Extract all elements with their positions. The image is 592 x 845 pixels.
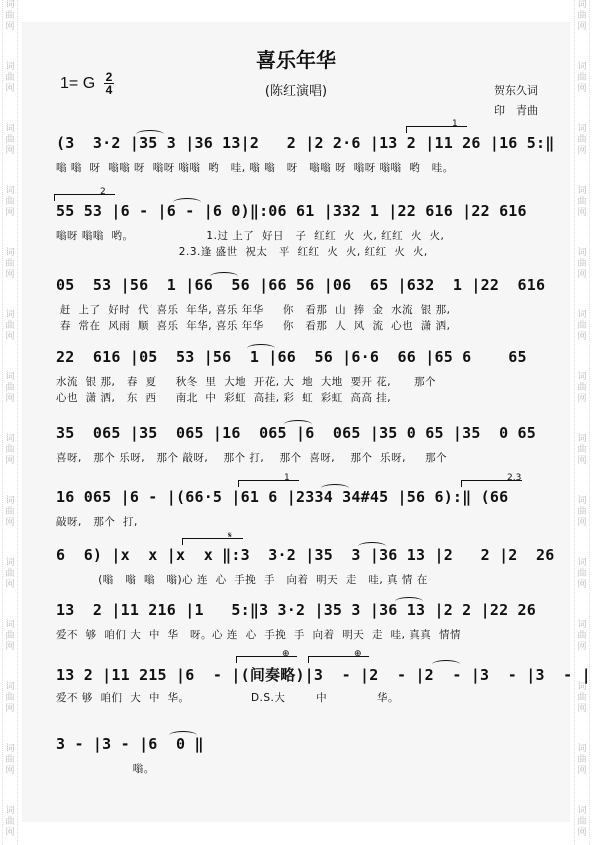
lyric-line: 赶 上了 好时 代 喜乐 年华, 喜乐 年华 你 看那 山 捧 金 水流 银 那, [56,304,451,316]
slur-arc [432,660,460,669]
score-system [56,424,546,484]
watermark-glyph: 词 曲 网 [5,372,15,404]
watermark-glyph: 词 曲 网 [577,62,587,94]
score-system [56,187,546,262]
time-numerator: 2 [105,70,113,84]
notation-line: 6 6) |x x |x x ‖:3 3·2 |35 3 |36 13 |2 2 |2 26 [56,546,564,564]
lyric-line: 爱不 够 咱们 大 中 华 呀。心 连 心 手挽 手 向着 明天 走 哇, 真真 情情 [56,629,461,641]
watermark-glyph: 词 曲 网 [577,496,587,528]
singer-credit: (陈红演唱) [264,84,328,99]
volta-bracket [54,194,115,201]
score-mark: ⊕ [354,649,362,659]
lyric-line: 嗡 嗡 呀 嗡嗡 呀 嗡呀 嗡嗡 哟 哇, 嗡 嗡 呀 嗡嗡 呀 嗡呀 嗡嗡 哟 哇。 [56,162,454,174]
watermark-glyph: 词 曲 网 [577,310,587,342]
song-title: 喜乐年华 [256,48,336,72]
lyric-line: 嗡。 [56,763,155,775]
watermark-glyph: 词 曲 网 [5,310,15,342]
notation-line: 05 53 |56 1 |66 56 |66 56 |06 65 |632 1 |22 616 [56,276,555,294]
notation-line: 35 065 |35 065 |16 065 |6 065 |35 0 65 |35 0 65 [56,424,546,442]
watermark-glyph: 词 曲 网 [577,0,587,32]
watermark-glyph: 词 曲 网 [577,806,587,838]
notation-line: (3 3·2 |35 3 |36 13|2 2 |2 2·6 |13 2 |11 26 |16 5:‖ [56,134,555,152]
watermark-glyph: 词 曲 网 [5,124,15,156]
slur-arc [210,272,238,281]
score-system [56,119,555,194]
lyric-line: 嗡呀 嗡嗡 哟。 1.过 上了 好日 子 红红 火 火, 红红 火 火, [56,230,445,242]
lyricist-credit: 贺东久词 [494,84,538,97]
lyric-line: 爱不 够 咱们 大 中 华。 D.S.大 中 华。 [56,692,399,704]
watermark-glyph: 词 曲 网 [5,558,15,590]
watermark-glyph: 词 曲 网 [577,682,587,714]
volta-bracket [406,126,467,133]
watermark-glyph: 词 曲 网 [577,620,587,652]
watermark-glyph: 词 曲 网 [577,558,587,590]
lyric-line: 水流 银 那, 春 夏 秋冬 里 大地 开花, 大 地 大地 要开 花, 那个 [56,376,437,388]
slur-arc [395,597,423,606]
lyric-line: (嗡 嗡 嗡 嗡)心 连 心 手挽 手 向着 明天 走 哇, 真 情 在 [56,574,428,586]
notation-line: 3 - |3 - |6 0 ‖ [56,735,204,753]
watermark-glyph: 词 曲 网 [577,372,587,404]
slur-arc [358,542,386,551]
watermark-right [574,0,590,845]
time-signature [104,71,114,96]
key-signature: 1= G [60,75,96,92]
watermark-glyph: 词 曲 网 [5,744,15,776]
slur-arc [169,731,197,740]
watermark-glyph: 词 曲 网 [5,186,15,218]
volta-bracket [182,538,243,545]
slur-arc [247,344,275,353]
composer-credit: 印 青曲 [494,104,538,117]
notation-line: 16 065 |6 - |(66·5 |61 6 |2334 34#45 |56 6):‖ (66 [56,488,518,506]
lyric-line: 2.3.逢 盛世 祝太 平 红红 火 火, 红红 火 火, [56,246,428,258]
notation-line: 22 616 |05 53 |56 1 |66 56 |6·6 66 |65 6 65 [56,348,536,366]
score-system [56,473,546,548]
volta-bracket [238,480,299,487]
time-denominator: 4 [105,83,113,97]
watermark-glyph: 词 曲 网 [5,434,15,466]
score-system [56,276,555,336]
watermark-left [2,0,18,845]
watermark-glyph: 词 曲 网 [5,496,15,528]
notation-line: 55 53 |6 - |6 - |6 0)‖:06 61 |332 1 |22 616 |22 616 [56,202,536,220]
score-mark: ⊕ [282,649,290,659]
watermark-glyph: 词 曲 网 [577,186,587,218]
score-mark: 1 [452,119,458,129]
score-system [56,531,564,606]
score-mark: 𝄋 [228,531,232,541]
score-system [56,735,546,795]
watermark-glyph: 词 曲 网 [5,248,15,280]
score-system [56,601,546,661]
watermark-glyph: 词 曲 网 [5,0,15,32]
lyric-line: 心也 潇 洒, 东 西 南北 中 彩虹 高挂, 彩 虹 彩虹 高高 挂, [56,392,392,404]
lyric-line: 敲呀, 那个 打, [56,516,138,528]
score-mark: 2.3 [507,473,522,483]
notation-line: 13 2 |11 215 |6 - |(间奏略)|3 - |2 - |2 - |3 - |3 - | [56,666,591,684]
notation-line: 13 2 |11 216 |1 5:‖3 3·2 |35 3 |36 13 |2 2 |22 26 [56,601,546,619]
lyric-line: 春 常在 风雨 顺 喜乐 年华, 喜乐 年华 你 看那 人 风 流 心也 潇 洒, [56,320,451,332]
watermark-glyph: 词 曲 网 [5,62,15,94]
watermark-glyph: 词 曲 网 [5,682,15,714]
watermark-glyph: 词 曲 网 [5,806,15,838]
slur-arc [321,484,349,493]
slur-arc [173,198,201,207]
watermark-glyph: 词 曲 网 [577,744,587,776]
watermark-glyph: 词 曲 网 [577,434,587,466]
slur-arc [284,420,312,429]
lyric-line: 喜呀, 那个 乐呀, 那个 敲呀, 那个 打, 那个 喜呀, 那个 乐呀, 那个 [56,452,448,464]
score-system [56,348,546,408]
slur-arc [136,130,164,139]
watermark-glyph: 词 曲 网 [5,620,15,652]
score-mark: 1 [284,473,290,483]
watermark-glyph: 词 曲 网 [577,124,587,156]
score-mark: 2 [100,187,106,197]
watermark-glyph: 词 曲 网 [577,248,587,280]
